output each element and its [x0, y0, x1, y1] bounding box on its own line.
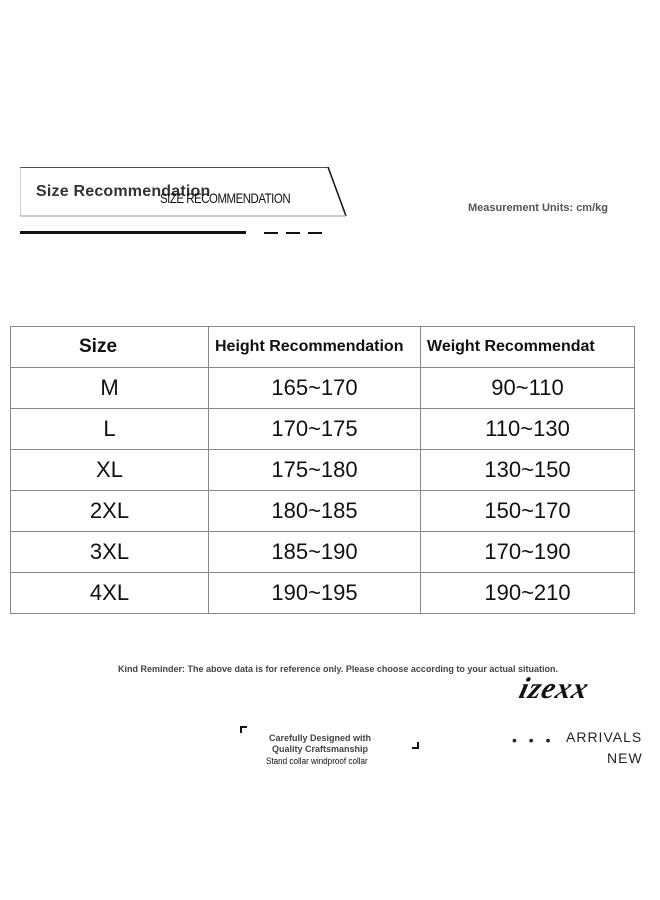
- crafted-line-1: Carefully Designed with: [268, 733, 372, 743]
- underline-solid: [20, 231, 246, 234]
- cell-weight: 110~130: [421, 409, 635, 450]
- underline-dash: [308, 232, 322, 234]
- kind-reminder: Kind Reminder: The above data is for reference only. Please choose according to your actual situation.: [118, 664, 558, 674]
- collar-caption: Stand collar windproof collar: [266, 756, 368, 766]
- table-row: [11, 573, 635, 614]
- new-label: NEW: [607, 750, 643, 766]
- cell-size: 3XL: [11, 532, 209, 573]
- cell-weight: 170~190: [421, 532, 635, 573]
- cell-size: 2XL: [11, 491, 209, 532]
- cell-height: 175~180: [209, 450, 421, 491]
- cell-weight: 130~150: [421, 450, 635, 491]
- table-row: [11, 409, 635, 450]
- table-header-row: [11, 327, 635, 368]
- crafted-tagline: [250, 733, 390, 755]
- cell-size: 4XL: [11, 573, 209, 614]
- cell-size: L: [11, 409, 209, 450]
- cell-size: XL: [11, 450, 209, 491]
- underline-dash: [264, 232, 278, 234]
- corner-bracket-top-left: [240, 726, 247, 733]
- table-row: [11, 368, 635, 409]
- table-row: [11, 450, 635, 491]
- table-row: [11, 532, 635, 573]
- cell-height: 170~175: [209, 409, 421, 450]
- cell-weight: 150~170: [421, 491, 635, 532]
- cell-weight: 190~210: [421, 573, 635, 614]
- header-weight: Weight Recommendat: [421, 327, 635, 368]
- header-height: Height Recommendation: [209, 327, 421, 368]
- cell-size: M: [11, 368, 209, 409]
- corner-bracket-bottom-right: [412, 742, 419, 749]
- measurement-units: Measurement Units: cm/kg: [468, 202, 608, 214]
- size-table: [10, 326, 635, 614]
- crafted-line-2: Quality Craftsmanship: [271, 744, 369, 754]
- underline-dash: [286, 232, 300, 234]
- header-size: Size: [11, 327, 209, 368]
- cell-height: 190~195: [209, 573, 421, 614]
- table-row: [11, 491, 635, 532]
- cell-height: 180~185: [209, 491, 421, 532]
- title-size-recommendation: Size Recommendation: [36, 183, 211, 200]
- title-caps: SIZE RECOMMENDATION: [160, 190, 291, 206]
- dots-decoration: • • •: [512, 732, 555, 748]
- cell-height: 185~190: [209, 532, 421, 573]
- cell-weight: 90~110: [421, 368, 635, 409]
- cell-height: 165~170: [209, 368, 421, 409]
- brand-logo: izexx: [516, 672, 593, 705]
- arrivals-label: ARRIVALS: [566, 729, 643, 745]
